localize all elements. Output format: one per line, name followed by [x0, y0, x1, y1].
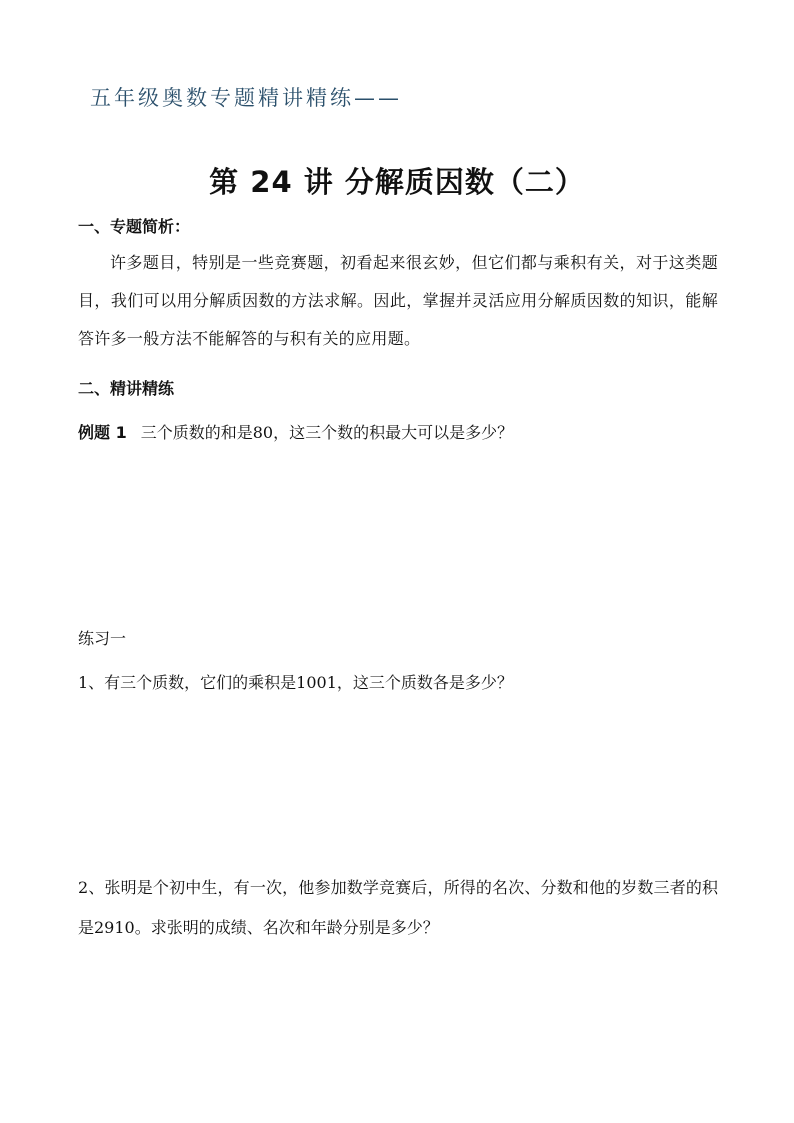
section-heading-analysis: 一、专题简析：	[78, 217, 191, 236]
example-1	[78, 420, 718, 443]
practice-question-2: 2、张明是个初中生，有一次，他参加数学竞赛后，所得的名次、分数和他的岁数三者的积是2910。求张明的成绩、名次和年龄分别是多少？	[78, 878, 718, 937]
section-heading-practice: 二、精讲精练	[78, 379, 175, 398]
lecture-title: 第 24 讲 分解质因数（二）	[209, 165, 585, 199]
analysis-paragraph: 许多题目，特别是一些竞赛题，初看起来很玄妙，但它们都与乘积有关，对于这类题目，我们可以用分解质因数的方法求解。因此，掌握并灵活应用分解质因数的知识，能解答许多一般方法不能解答的与积有关的应用题。	[78, 253, 718, 348]
practice-heading: 练习一	[78, 629, 127, 648]
example-1-text: 三个质数的和是80，这三个数的积最大可以是多少？	[140, 423, 514, 442]
series-title: 五年级奥数专题精讲精练——	[90, 86, 402, 110]
example-1-label: 例题 1	[78, 423, 127, 442]
practice-question-1: 1、有三个质数，它们的乘积是1001，这三个质数各是多少？	[78, 673, 513, 692]
